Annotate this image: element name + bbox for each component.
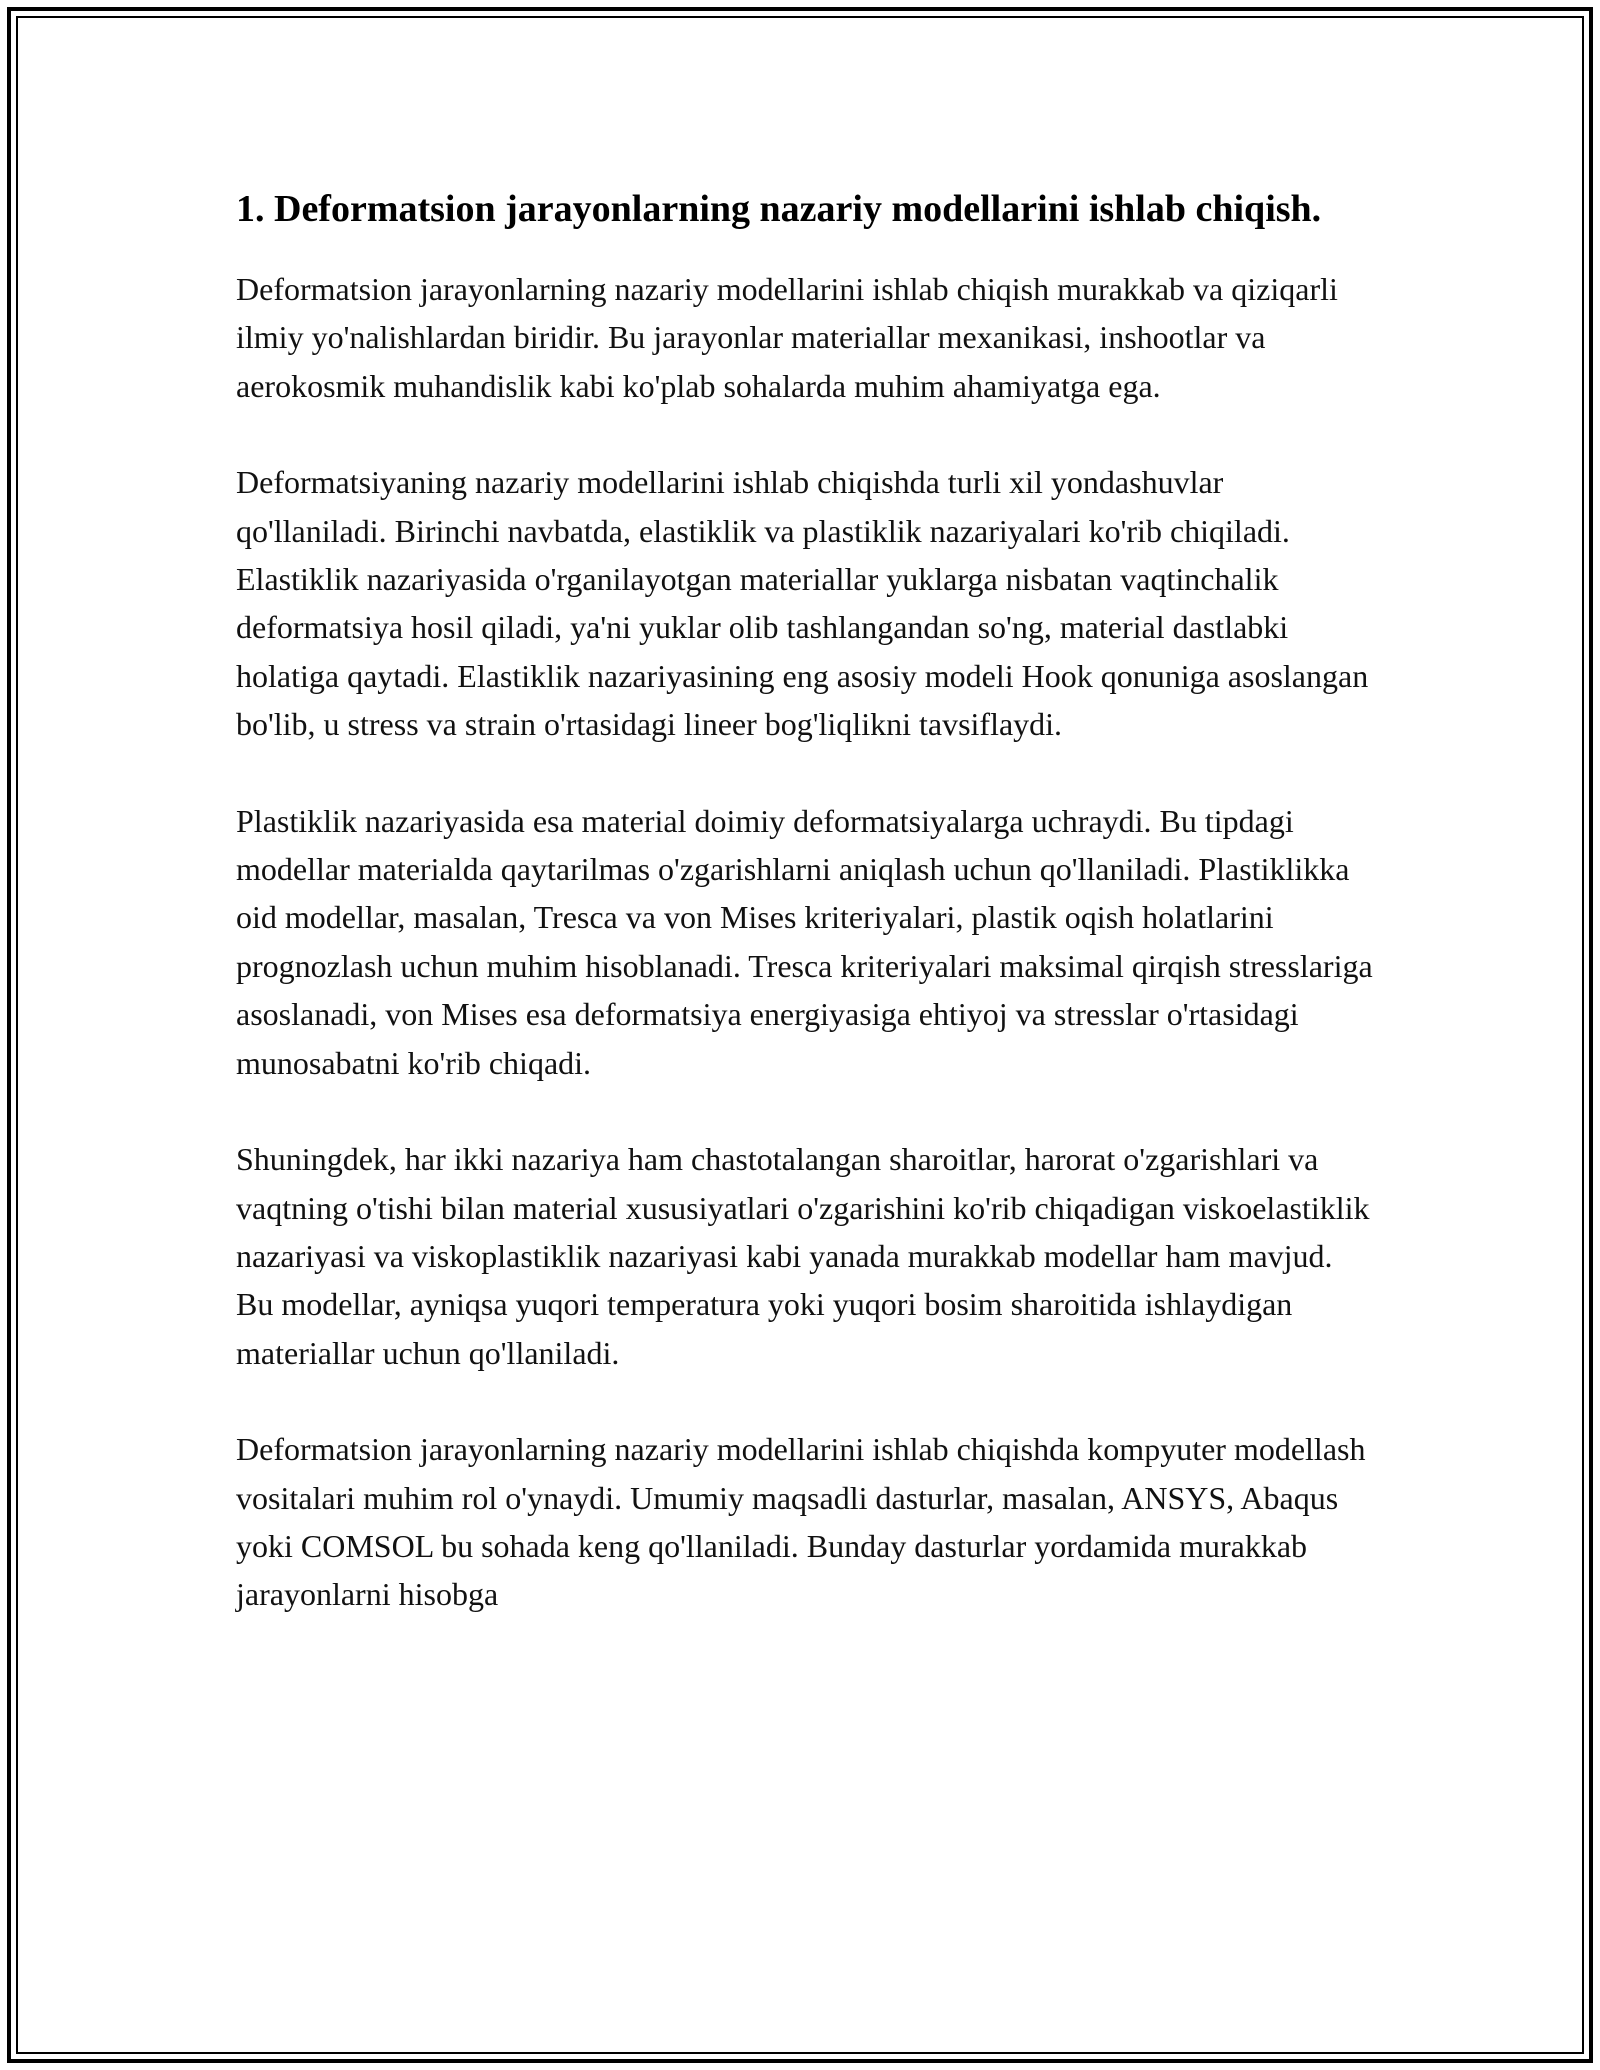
paragraph-3: Plastiklik nazariyasida esa material doimiy deformatsiyalarga uchraydi. Bu tipdagi modellar materialda qaytarilmas o'zgarishlarni aniqlash uchun qo'llaniladi. Plastiklikka oid modellar, masalan, Tresca va von Mises kriteriyalari, plastik oqish holatlarini prognozlash uchun muhim hisoblanadi. Tresca kriteriyalari maksimal qirqish stresslariga asoslanadi, von Mises esa deformatsiya energiyasiga ehtiyoj va stresslar o'rtasidagi munosabatni ko'rib chiqadi. [236,802,1373,1081]
paragraph-2: Deformatsiyaning nazariy modellarini ishlab chiqishda turli xil yondashuvlar qo'llaniladi. Birinchi navbatda, elastiklik va plastiklik nazariyalari ko'rib chiqiladi. Elastiklik nazariyasida o'rganilayotgan materiallar yuklarga nisbatan vaqtinchalik deformatsiya hosil qiladi, ya'ni yuklar olib tashlangandan so'ng, material dastlabki holatiga qaytadi. Elastiklik nazariyasining eng asosiy modeli Hook qonuniga asoslangan bo'lib, u stress va strain o'rtasidagi lineer bog'liqlikni tavsiflaydi. [236,464,1369,743]
paragraph-4: Shuningdek, har ikki nazariya ham chastotalangan sharoitlar, harorat o'zgarishlari va vaqtning o'tishi bilan material xususiyatlari o'zgarishini ko'rib chiqadigan viskoelastiklik nazariyasi va viskoplastiklik nazariyasi kabi yanada murakkab modellar ham mavjud. Bu modellar, ayniqsa yuqori temperatura yoki yuqori bosim sharoitida ishlaydigan materiallar uchun qo'llaniladi. [236,1141,1370,1371]
paragraph-1: Deformatsion jarayonlarning nazariy modellarini ishlab chiqish murakkab va qiziqarli ilmiy yo'nalishlardan biridir. Bu jarayonlar materiallar mexanikasi, inshootlar va aerokosmik muhandislik kabi ko'plab sohalarda muhim ahamiyatga ega. [236,271,1338,404]
paragraph-5: Deformatsion jarayonlarning nazariy modellarini ishlab chiqishda kompyuter modellash vositalari muhim rol o'ynaydi. Umumiy maqsadli dasturlar, masalan, ANSYS, Abaqus yoki COMSOL bu sohada keng qo'llaniladi. Bunday dasturlar yordamida murakkab jarayonlarni hisobga [236,1431,1366,1613]
section-heading: 1. Deformatsion jarayonlarning nazariy modellarini ishlab chiqish. [236,188,1322,230]
document-page [236,182,1376,1667]
